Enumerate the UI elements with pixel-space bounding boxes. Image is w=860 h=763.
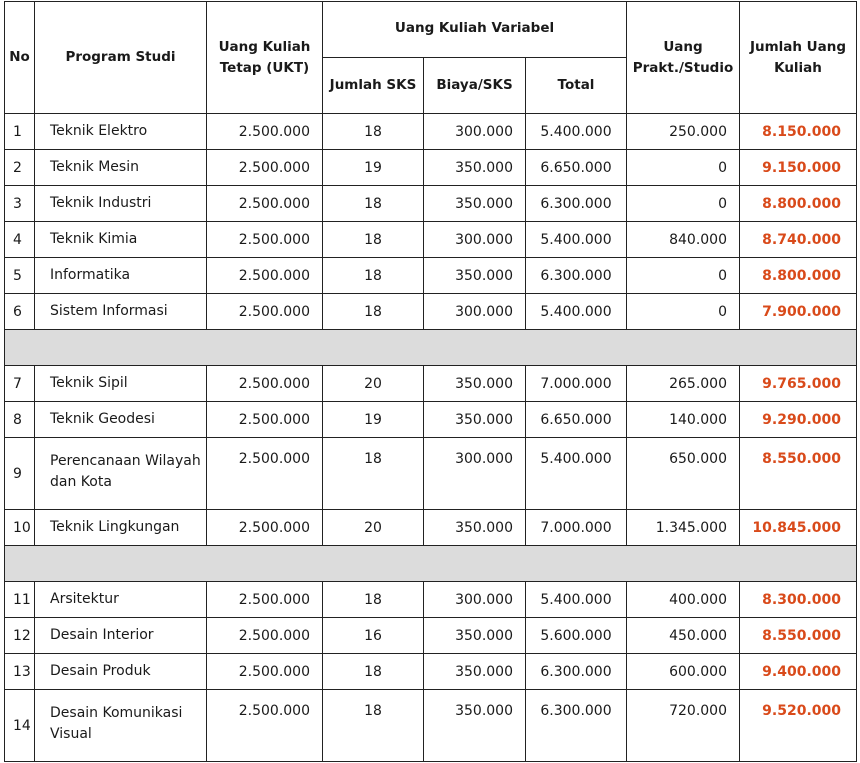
cell-no: 6 <box>5 294 35 330</box>
cell-sks: 18 <box>323 654 424 690</box>
cell-total: 7.000.000 <box>526 510 627 546</box>
header-total: Total <box>526 58 627 114</box>
cell-jumlah: 8.800.000 <box>740 258 857 294</box>
cell-ukt: 2.500.000 <box>207 582 323 618</box>
cell-sks: 18 <box>323 438 424 510</box>
cell-praktikum: 720.000 <box>627 690 740 762</box>
cell-praktikum: 650.000 <box>627 438 740 510</box>
header-variabel: Uang Kuliah Variabel <box>323 2 627 58</box>
cell-ukt: 2.500.000 <box>207 402 323 438</box>
group-separator <box>5 330 857 366</box>
tuition-table <box>4 1 857 762</box>
cell-ukt: 2.500.000 <box>207 654 323 690</box>
cell-program: Desain Komunikasi Visual <box>35 690 207 762</box>
cell-praktikum: 1.345.000 <box>627 510 740 546</box>
separator-cell <box>5 330 857 366</box>
cell-biaya: 300.000 <box>424 438 526 510</box>
cell-biaya: 300.000 <box>424 222 526 258</box>
cell-program: Teknik Kimia <box>35 222 207 258</box>
cell-jumlah: 9.150.000 <box>740 150 857 186</box>
cell-sks: 19 <box>323 402 424 438</box>
cell-biaya: 350.000 <box>424 258 526 294</box>
table-row <box>5 402 857 438</box>
cell-total: 6.650.000 <box>526 402 627 438</box>
cell-ukt: 2.500.000 <box>207 258 323 294</box>
cell-praktikum: 450.000 <box>627 618 740 654</box>
cell-biaya: 350.000 <box>424 654 526 690</box>
cell-ukt: 2.500.000 <box>207 510 323 546</box>
cell-jumlah: 8.550.000 <box>740 438 857 510</box>
cell-program: Perencanaan Wilayah dan Kota <box>35 438 207 510</box>
cell-biaya: 350.000 <box>424 402 526 438</box>
table-body <box>5 114 857 762</box>
cell-no: 7 <box>5 366 35 402</box>
table-row <box>5 690 857 762</box>
table-row <box>5 366 857 402</box>
cell-sks: 20 <box>323 366 424 402</box>
table-row <box>5 438 857 510</box>
cell-jumlah: 9.400.000 <box>740 654 857 690</box>
cell-jumlah: 8.800.000 <box>740 186 857 222</box>
cell-no: 11 <box>5 582 35 618</box>
cell-praktikum: 265.000 <box>627 366 740 402</box>
cell-total: 6.300.000 <box>526 258 627 294</box>
cell-total: 5.600.000 <box>526 618 627 654</box>
header-jumlah: Jumlah Uang Kuliah <box>740 2 857 114</box>
cell-program: Sistem Informasi <box>35 294 207 330</box>
table-row <box>5 654 857 690</box>
cell-no: 8 <box>5 402 35 438</box>
group-separator <box>5 546 857 582</box>
cell-no: 4 <box>5 222 35 258</box>
cell-total: 6.300.000 <box>526 690 627 762</box>
cell-program: Teknik Mesin <box>35 150 207 186</box>
cell-total: 5.400.000 <box>526 438 627 510</box>
cell-biaya: 300.000 <box>424 582 526 618</box>
cell-total: 6.650.000 <box>526 150 627 186</box>
cell-praktikum: 0 <box>627 186 740 222</box>
cell-jumlah: 10.845.000 <box>740 510 857 546</box>
cell-praktikum: 250.000 <box>627 114 740 150</box>
cell-sks: 18 <box>323 690 424 762</box>
header-praktikum: Uang Prakt./Studio <box>627 2 740 114</box>
cell-sks: 18 <box>323 114 424 150</box>
separator-cell <box>5 546 857 582</box>
cell-no: 14 <box>5 690 35 762</box>
header-sks: Jumlah SKS <box>323 58 424 114</box>
cell-program: Desain Interior <box>35 618 207 654</box>
cell-program: Teknik Geodesi <box>35 402 207 438</box>
cell-total: 6.300.000 <box>526 654 627 690</box>
cell-no: 12 <box>5 618 35 654</box>
header-row-top <box>5 2 857 58</box>
table-row <box>5 222 857 258</box>
cell-no: 3 <box>5 186 35 222</box>
cell-no: 5 <box>5 258 35 294</box>
cell-jumlah: 8.300.000 <box>740 582 857 618</box>
cell-jumlah: 9.765.000 <box>740 366 857 402</box>
header-ukt: Uang Kuliah Tetap (UKT) <box>207 2 323 114</box>
cell-biaya: 300.000 <box>424 114 526 150</box>
cell-praktikum: 140.000 <box>627 402 740 438</box>
cell-jumlah: 8.150.000 <box>740 114 857 150</box>
cell-jumlah: 9.290.000 <box>740 402 857 438</box>
cell-jumlah: 8.550.000 <box>740 618 857 654</box>
cell-sks: 18 <box>323 294 424 330</box>
cell-praktikum: 400.000 <box>627 582 740 618</box>
cell-jumlah: 8.740.000 <box>740 222 857 258</box>
cell-jumlah: 7.900.000 <box>740 294 857 330</box>
table-row <box>5 186 857 222</box>
cell-ukt: 2.500.000 <box>207 438 323 510</box>
cell-biaya: 350.000 <box>424 618 526 654</box>
cell-ukt: 2.500.000 <box>207 114 323 150</box>
cell-sks: 20 <box>323 510 424 546</box>
cell-program: Teknik Sipil <box>35 366 207 402</box>
cell-program: Teknik Lingkungan <box>35 510 207 546</box>
cell-ukt: 2.500.000 <box>207 186 323 222</box>
cell-biaya: 350.000 <box>424 510 526 546</box>
cell-total: 7.000.000 <box>526 366 627 402</box>
cell-total: 5.400.000 <box>526 114 627 150</box>
table-row <box>5 258 857 294</box>
header-no: No <box>5 2 35 114</box>
table-row <box>5 582 857 618</box>
cell-sks: 18 <box>323 258 424 294</box>
cell-biaya: 350.000 <box>424 366 526 402</box>
cell-praktikum: 0 <box>627 294 740 330</box>
cell-total: 6.300.000 <box>526 186 627 222</box>
cell-program: Teknik Industri <box>35 186 207 222</box>
cell-biaya: 350.000 <box>424 186 526 222</box>
cell-program: Teknik Elektro <box>35 114 207 150</box>
cell-ukt: 2.500.000 <box>207 150 323 186</box>
cell-no: 1 <box>5 114 35 150</box>
cell-ukt: 2.500.000 <box>207 366 323 402</box>
table-row <box>5 150 857 186</box>
header-biaya: Biaya/SKS <box>424 58 526 114</box>
table-row <box>5 510 857 546</box>
cell-ukt: 2.500.000 <box>207 690 323 762</box>
cell-program: Informatika <box>35 258 207 294</box>
cell-biaya: 350.000 <box>424 690 526 762</box>
cell-praktikum: 0 <box>627 150 740 186</box>
cell-total: 5.400.000 <box>526 582 627 618</box>
cell-no: 10 <box>5 510 35 546</box>
cell-no: 13 <box>5 654 35 690</box>
cell-program: Desain Produk <box>35 654 207 690</box>
cell-praktikum: 840.000 <box>627 222 740 258</box>
cell-sks: 18 <box>323 582 424 618</box>
cell-sks: 19 <box>323 150 424 186</box>
cell-biaya: 300.000 <box>424 294 526 330</box>
cell-no: 9 <box>5 438 35 510</box>
table-row <box>5 618 857 654</box>
table-row <box>5 294 857 330</box>
cell-ukt: 2.500.000 <box>207 294 323 330</box>
cell-total: 5.400.000 <box>526 222 627 258</box>
cell-praktikum: 0 <box>627 258 740 294</box>
cell-ukt: 2.500.000 <box>207 618 323 654</box>
cell-jumlah: 9.520.000 <box>740 690 857 762</box>
cell-biaya: 350.000 <box>424 150 526 186</box>
table-row <box>5 114 857 150</box>
cell-ukt: 2.500.000 <box>207 222 323 258</box>
cell-sks: 16 <box>323 618 424 654</box>
cell-sks: 18 <box>323 186 424 222</box>
header-program: Program Studi <box>35 2 207 114</box>
cell-program: Arsitektur <box>35 582 207 618</box>
cell-sks: 18 <box>323 222 424 258</box>
cell-no: 2 <box>5 150 35 186</box>
cell-praktikum: 600.000 <box>627 654 740 690</box>
cell-total: 5.400.000 <box>526 294 627 330</box>
